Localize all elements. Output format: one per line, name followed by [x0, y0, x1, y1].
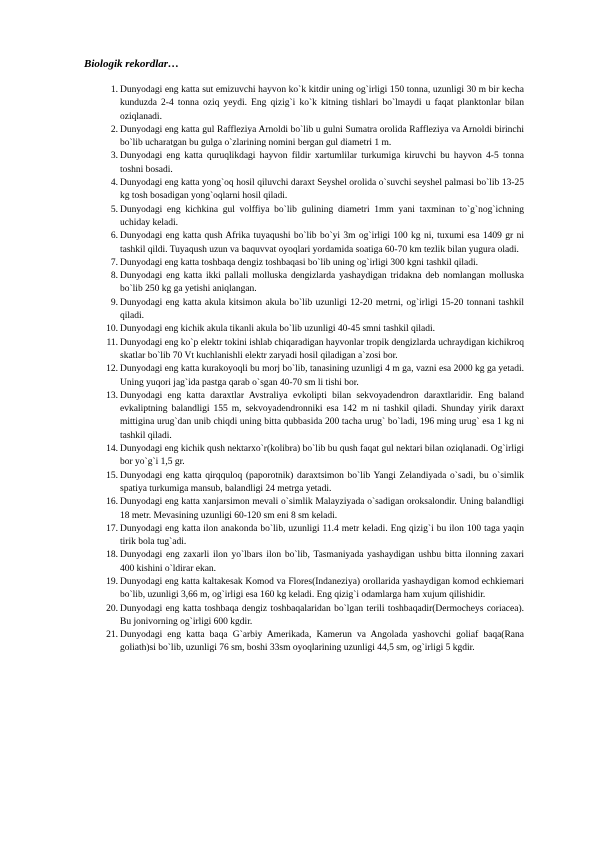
list-item-text: Dunyodagi eng kichik akula tikanli akula bo`lib uzunligi 40-45 smni tashkil qiladi. [120, 324, 436, 335]
list-item-text: Dunyodagi eng katta toshbaqa dengiz toshbaqasi bo`lib uning og`irligi 300 kgni tashkil qiladi. [120, 257, 479, 268]
list-item-number: 19 . [96, 576, 118, 589]
list-item [96, 576, 524, 603]
list-item-text: Dunyodagi eng kichik qush nektarxo`r(kolibra) bo`lib bu qush faqat gul nektari bilan oziqlanadi. Og`irligi bor yo`g`i 1,5 gr. [120, 444, 524, 468]
list-item [96, 390, 524, 443]
list-item-number: 10 . [96, 323, 118, 336]
list-item-text: Dunyodagi eng katta baqa G`arbiy Amerikada, Kamerun va Angolada yashovchi goliaf baqa(Rana goliath)si bo`lib, uzunligi 76 sm, boshi 33sm oyoqlarining uzunligi 44,5 sm, og`irligi 5 kgdir. [120, 630, 524, 654]
list-item-number: 20 . [96, 603, 118, 616]
list-item-number: 16 . [96, 496, 118, 509]
list-item-number: 6 . [96, 230, 118, 243]
list-item [96, 204, 524, 231]
list-item [96, 496, 524, 523]
list-item-text: Dunyodagi eng katta xanjarsimon mevali o`simlik Malayziyada o`sadigan oroksalondir. Uning balandligi 18 metr. Mevasining uzunligi 60-120 sm eni 8 sm keladi. [120, 497, 524, 521]
list-item [96, 230, 524, 257]
list-item-number: 13 . [96, 390, 118, 403]
list-item-number: 5 . [96, 204, 118, 217]
list-item-text: Dunyodagi eng ko`p elektr tokini ishlab chiqaradigan hayvonlar tropik dengizlarda uchraydigan kichikroq skatlar bo`lib 70 Vt kuchlanishli elektr zaryadi hosil qiladigan a`zosi bor. [120, 337, 524, 361]
list-item-text: Dunyodagi eng katta akula kitsimon akula bo`lib uzunligi 12-20 metrni, og`irligi 15-20 tonnani tashkil qiladi. [120, 297, 524, 322]
list-item [96, 124, 524, 151]
list-item-text: Dunyodagi eng katta gul Raffleziya Arnoldi bo`lib u gulni Sumatra orolida Raffleziya va Arnoldi birinchi bo`lib ucharatgan bu gulga o`zlarining nomini bergan gul diametri 1 m. [120, 124, 524, 149]
list-item-number: 9 . [96, 297, 118, 310]
list-item [96, 470, 524, 497]
list-item-text: Dunyodagi eng zaxarli ilon yo`lbars ilon bo`lib, Tasmaniyada yashaydigan ushbu bitta ilonning zaxari 400 kishini o`ldirar ekan. [120, 550, 524, 574]
list-item-text: Dunyodagi eng katta qirqquloq (paporotnik) daraxtsimon bo`lib Yangi Zelandiyada o`sadi, bu o`simlik spatiya turkumiga mansub, balandligi 24 metrga yetadi. [120, 470, 524, 494]
list-item-number: 11 . [96, 337, 118, 350]
list-item [96, 629, 524, 656]
list-item [96, 297, 524, 324]
list-item-number: 17 . [96, 523, 118, 536]
document-title: Biologik rekordlar… [84, 58, 180, 70]
list-item-text: Dunyodagi eng katta ikki pallali molluska dengizlarda yashaydigan tridakna deb nomlangan molluska bo`lib 250 kg ga yetishi aniqlangan. [120, 271, 524, 295]
list-item-number: 1 . [96, 84, 118, 97]
list-item-text: Dunyodagi eng katta quruqlikdagi hayvon fildir xartumlilar turkumiga kiruvchi bu hayvon 4-5 tonna toshni bosadi. [120, 151, 524, 175]
list-item-number: 15 . [96, 470, 118, 483]
list-item-text: Dunyodagi eng katta ilon anakonda bo`lib, uzunligi 11.4 metr keladi. Eng qizig`i bu ilon 100 taga yaqin tirik bola tug`adi. [120, 523, 524, 548]
list-item [96, 363, 524, 390]
list-item-number: 2 . [96, 124, 118, 137]
list-item-text: Dunyodagi eng kichkina gul volffiya bo`lib gulining diametri 1mm yani taxminan to`g`nog`ichning uchiday keladi. [120, 204, 524, 228]
list-item-number: 4 . [96, 177, 118, 190]
list-item [96, 549, 524, 576]
list-item [96, 177, 524, 204]
list-item-number: 21 . [96, 629, 118, 642]
list-item-text: Dunyodagi eng katta daraxtlar Avstraliya evkolipti bilan sekvoyadendron daraxtlaridir. Eng baland evkaliptning balandligi 155 m, sekvoyadendronniki esa 142 m ni tashkil qiladi. Shunday yirik daraxt mittigina urug`dan unib chiqdi uning bitta qubbasida 200 tacha urug` bo`ladi, 196 ming urug` esa 1 kg ni tashkil qiladi. [120, 390, 524, 441]
list-item-text: Dunyodagi eng katta kurakoyoqli bu morj bo`lib, tanasining uzunligi 4 m ga, vazni esa 2000 kg ga yetadi. Uning yuqori jag`ida pastga qarab o`sgan 40-70 sm li tishi bor. [120, 364, 524, 388]
list-item [96, 150, 524, 177]
list-item-text: Dunyodagi eng katta qush Afrika tuyaqushi bo`lib bo`yi 3m og`irligi 100 kg ni, tuxumi esa 1409 gr ni tashkil qildi. Tuyaqush uzun va baquvvat oyoqlari yordamida soatiga 60-70 km tezlik bilan yugura oladi. [120, 231, 524, 255]
list-item-number: 7 . [96, 257, 118, 270]
list-item [96, 84, 524, 124]
list-item-text: Dunyodagi eng katta kaltakesak Komod va Flores(Indaneziya) orollarida yashaydigan komod echkiemari bo`lib, uzunligi 3,66 m, og`irligi esa 160 kg keladi. Eng qizig`i odamlarga ham xujum qilishidir. [120, 576, 524, 601]
list-item [96, 523, 524, 550]
list-item [96, 603, 524, 630]
list-item [96, 270, 524, 297]
list-item-number: 3 . [96, 150, 118, 163]
list-item [96, 337, 524, 364]
list-item-number: 12 . [96, 363, 118, 376]
list-item [96, 443, 524, 470]
list-item-number: 18 . [96, 549, 118, 562]
list-item-text: Dunyodagi eng katta toshbaqa dengiz toshbaqalaridan bo`lgan terili toshbaqadir(Dermocheys coriacea). Bu jonivorning og`irligi 600 kgdir. [120, 603, 524, 627]
records-list [96, 84, 524, 656]
list-item-number: 14 . [96, 443, 118, 456]
list-item-text: Dunyodagi eng katta sut emizuvchi hayvon ko`k kitdir uning og`irligi 150 tonna, uzunligi 30 m bir kecha kunduzda 2-4 tonna oziq yeydi. Eng qizig`i ko`k kitning tishlari bo`lmaydi u faqat planktonlar bilan oziqlanadi. [120, 85, 524, 122]
list-item-text: Dunyodagi eng katta yong`oq hosil qiluvchi daraxt Seyshel orolida o`suvchi seyshel palmasi bo`lib 13-25 kg tosh bosadigan yong`oqlarni hosil qiladi. [120, 178, 524, 202]
list-item [96, 257, 524, 270]
list-item-number: 8 . [96, 270, 118, 283]
list-item [96, 323, 524, 336]
